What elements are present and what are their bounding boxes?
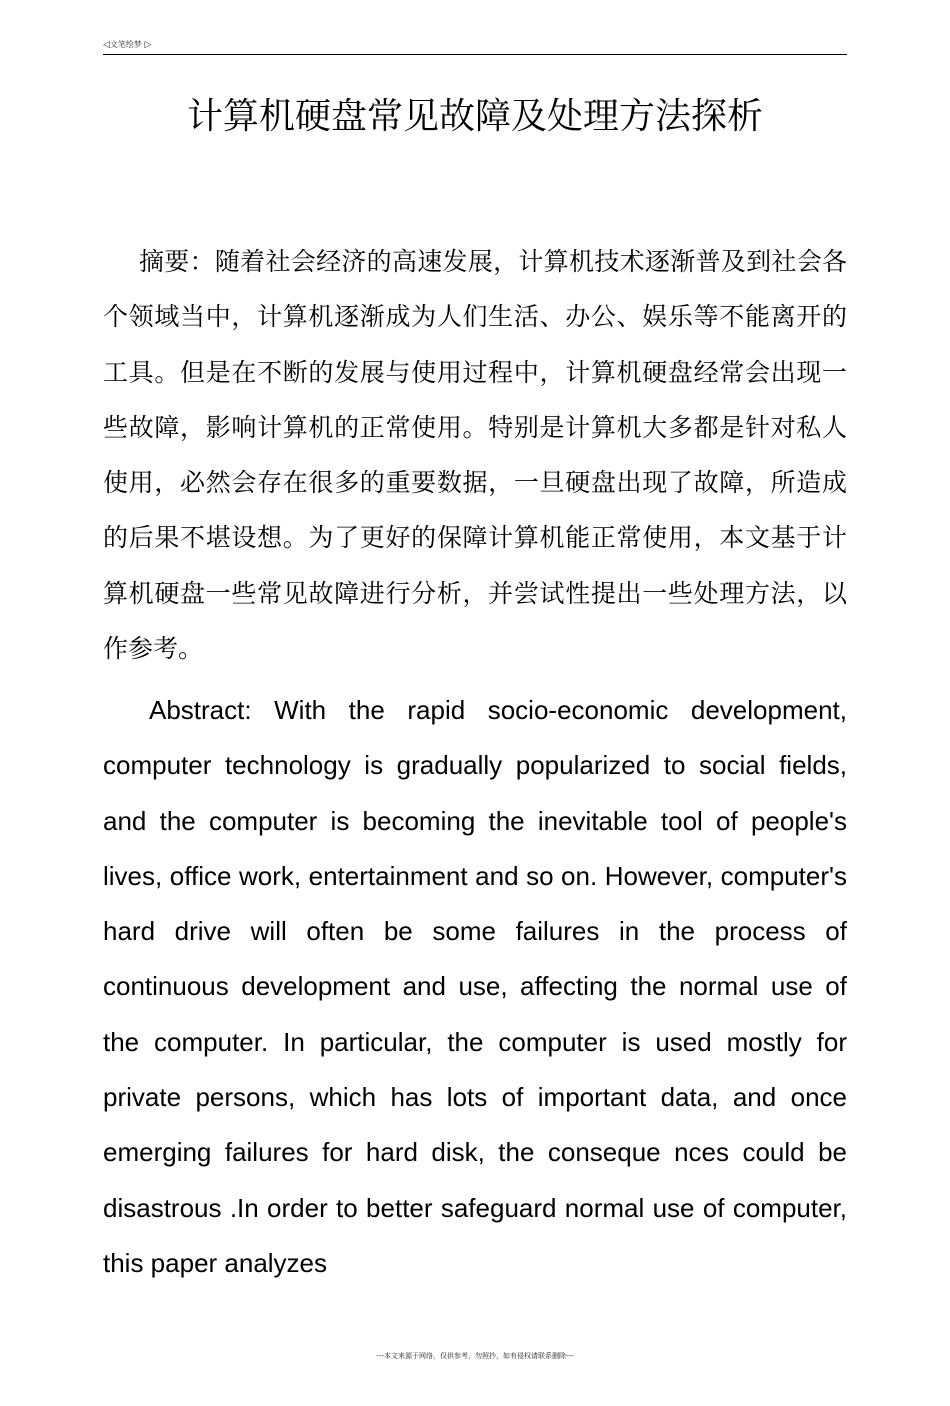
page-header xyxy=(103,38,847,55)
abstract-english: Abstract: With the rapid socio-economic development, computer technology is gradually popularized to social fields, and the computer is becoming the inevitable tool of people's lives, office work, entertainment and so on. However, computer's hard drive will often be some failures in the process of continuous development and use, affecting the normal use of the computer. In particular, the computer is used mostly for private persons, which has lots of important data, and once emerging failures for hard disk, the conseque nces could be disastrous .In order to better safeguard normal use of computer, this paper analyzes xyxy=(103,695,847,1278)
left-triangle-icon: ◁ xyxy=(103,40,110,50)
document-title: 计算机硬盘常见故障及处理方法探析 xyxy=(186,96,763,137)
abstract-chinese: 摘要：随着社会经济的高速发展，计算机技术逐渐普及到社会各个领域当中，计算机逐渐成为人们生活、办公、娱乐等不能离开的工具。但是在不断的发展与使用过程中，计算机硬盘经常会出现一些故障，影响计算机的正常使用。特别是计算机大多都是针对私人使用，必然会存在很多的重要数据，一旦硬盘出现了故障，所造成的后果不堪设想。为了更好的保障计算机能正常使用，本文基于计算机硬盘一些常见故障进行分析，并尝试性提出一些处理方法，以作参考。 xyxy=(103,247,847,664)
footer-notice: ---本文来源于网络，仅供参考，勿照抄，如有侵权请联系删除--- xyxy=(376,1352,574,1360)
header-mark-text: 文笔绘梦 xyxy=(109,40,142,49)
header-mark xyxy=(103,40,151,50)
right-triangle-icon: ▷ xyxy=(144,40,152,50)
